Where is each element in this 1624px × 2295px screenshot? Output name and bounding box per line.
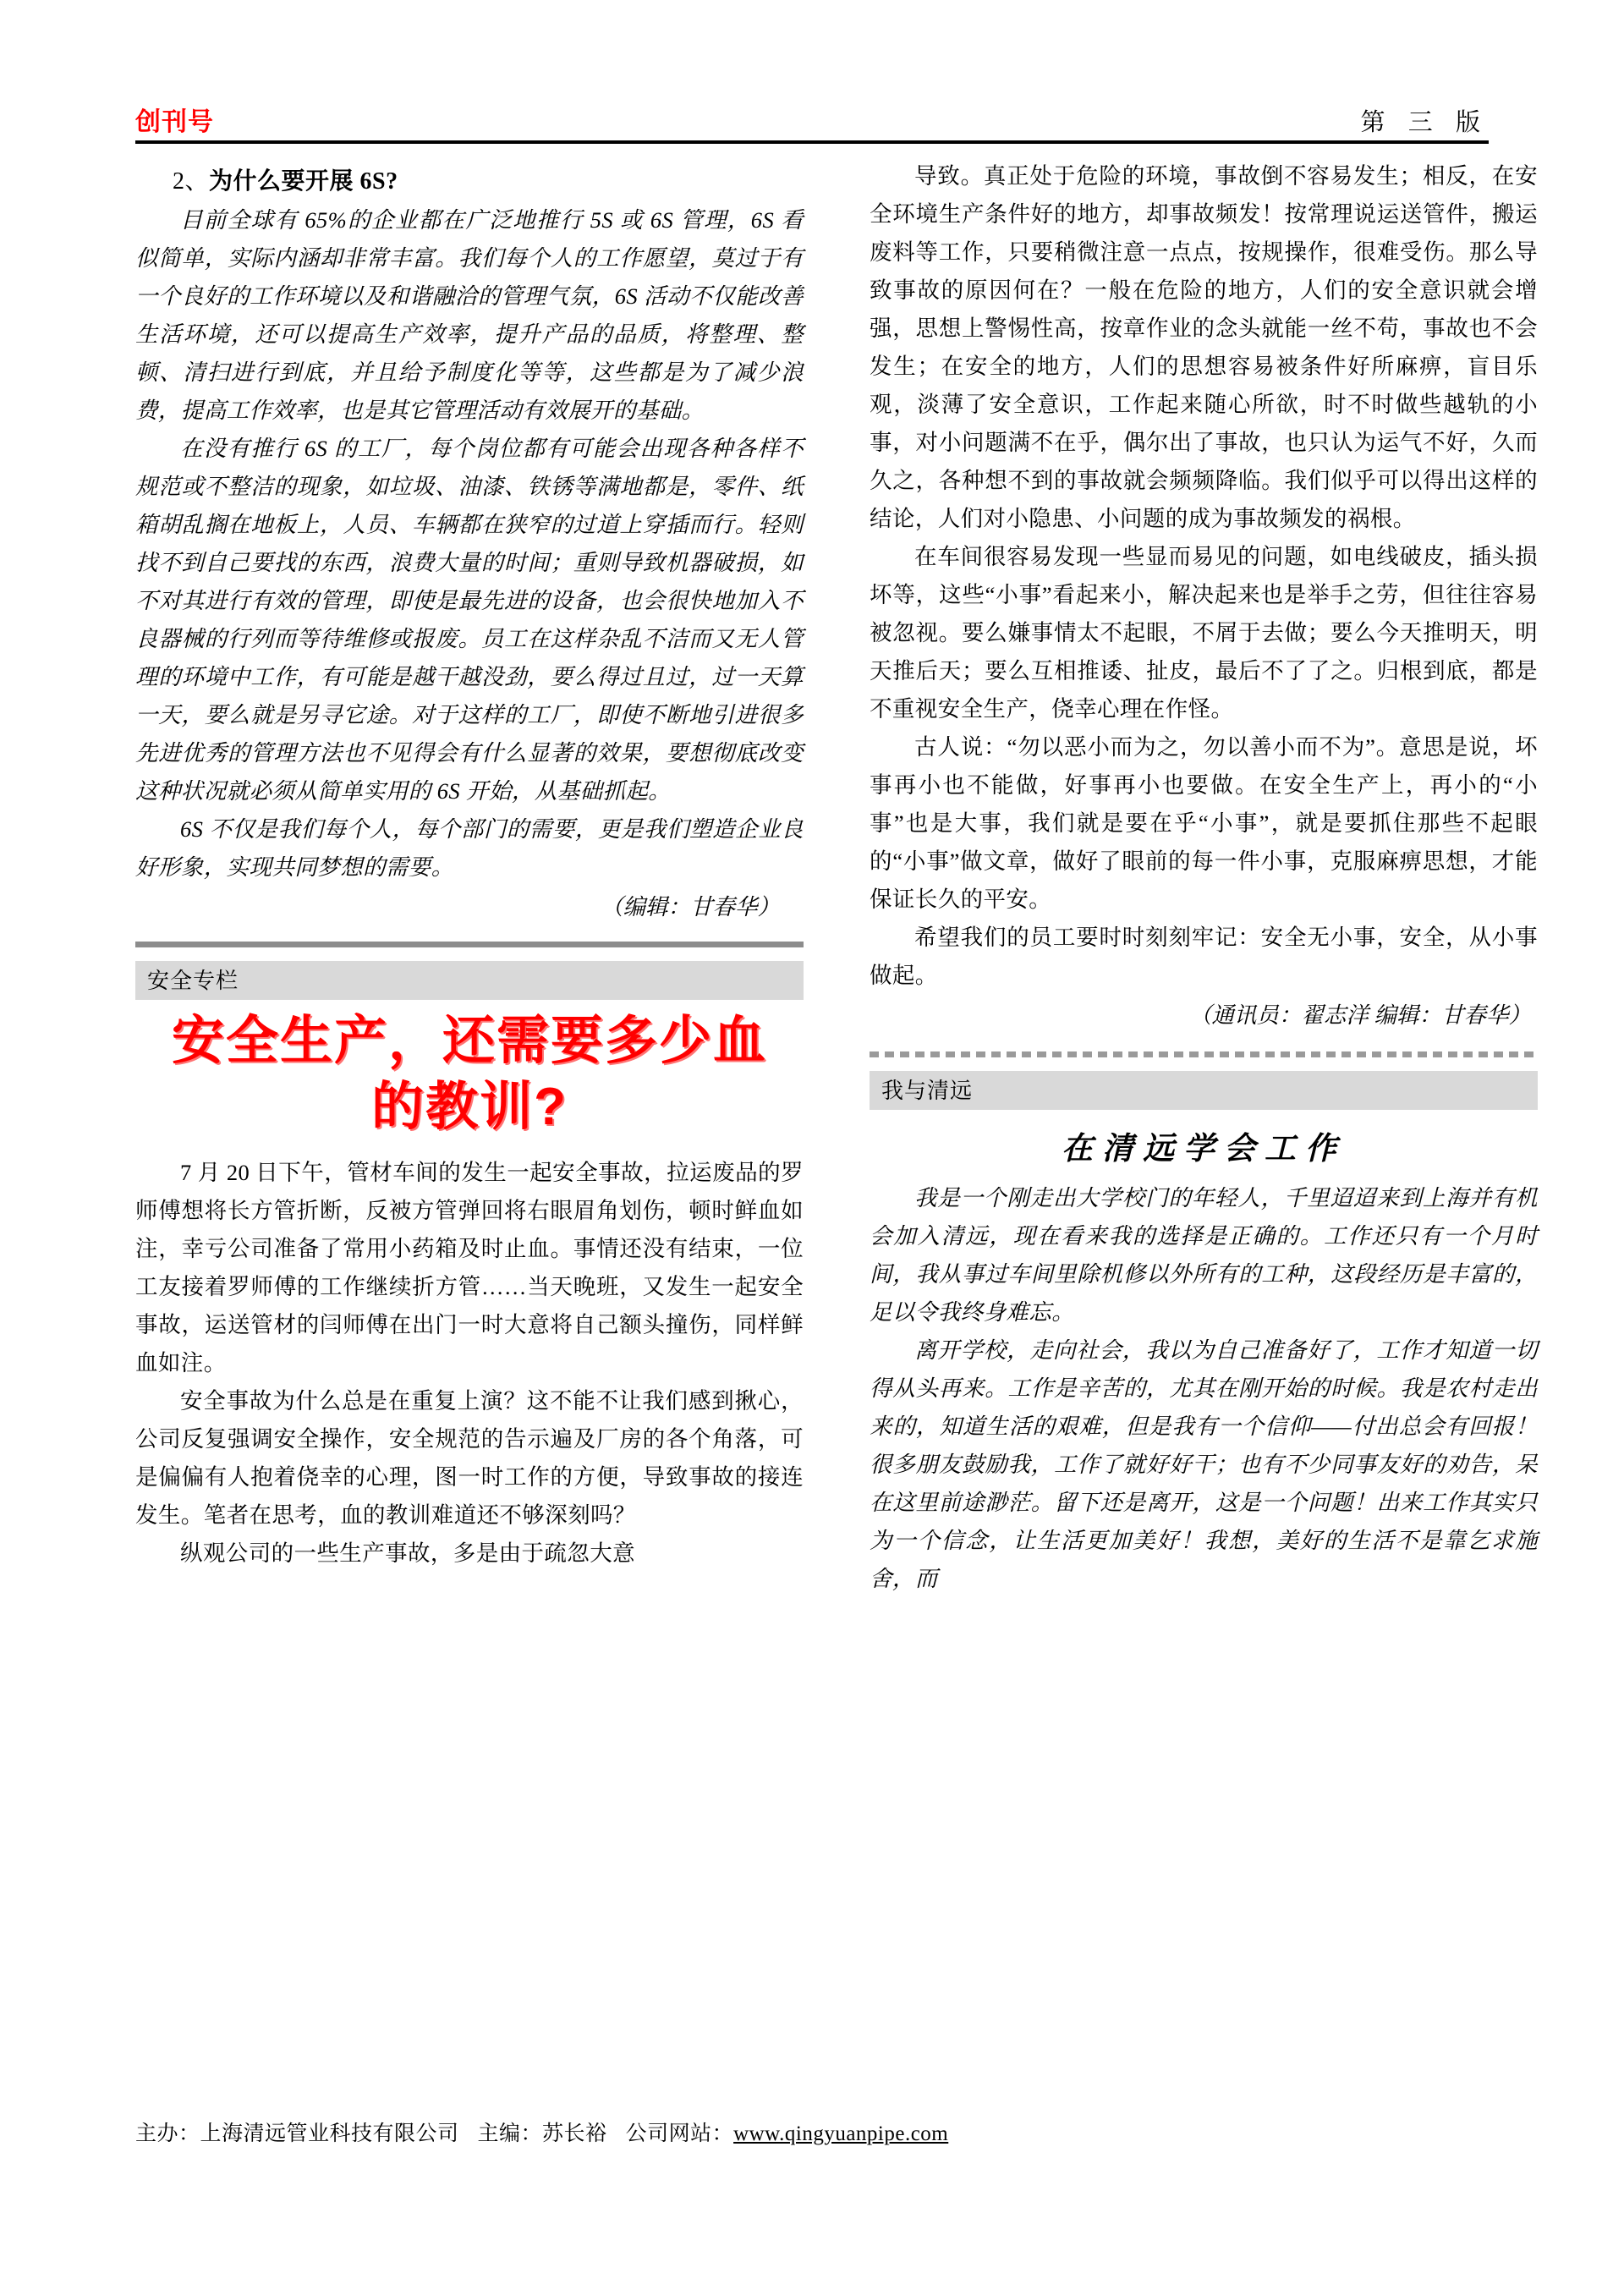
article-credit: （通讯员：翟志洋 编辑：甘春华）: [1188, 1002, 1531, 1028]
qingyuan-article-title: 在清远学会工作: [1062, 1132, 1346, 1167]
paragraph: 我是一个刚走出大学校门的年轻人，千里迢迢来到上海并有机会加入清远，现在看来我的选择是正确的。工作还只有一个月时间，我从事过车间里除机修以外所有的工种，这段经历是丰富的，足以令我终身难忘。: [870, 1185, 1538, 1325]
article-credit: （编辑：甘春华）: [601, 894, 780, 920]
section-heading-6s: [135, 162, 804, 196]
safety-article-title-line2: 的教训?: [371, 1078, 568, 1136]
section-heading-tail: 6S?: [354, 168, 398, 195]
paragraph: 目前全球有 65%的企业都在广泛地推行 5S 或 6S 管理，6S 看似简单，实际内涵却非常丰富。我们每个人的工作愿望，莫过于有一个良好的工作环境以及和谐融洽的管理气氛，6S 活动不仅能改善生活环境，还可以提高生产效率，提升产品的品质，将整理、整顿、清扫进行到底，并且给予制度化等等，这些都是为了减少浪费，提高工作效率，也是其它管理活动有效展开的基础。: [135, 207, 804, 423]
paragraph: 离开学校，走向社会，我以为自己准备好了，工作才知道一切得从头再来。工作是辛苦的，尤其在刚开始的时候。我是农村走出来的，知道生活的艰难，但是我有一个信仰——付出总会有回报！很多朋友鼓励我，工作了就好好干；也有不少同事友好的劝告，呆在这里前途渺茫。留下还是离开，这是一个问题！出来工作其实只为一个信念，让生活更加美好！我想，美好的生活不是靠乞求施舍，而: [870, 1337, 1538, 1591]
section-banner-safety: 安全专栏: [135, 961, 804, 1000]
right-column: [870, 157, 1538, 2075]
section-heading-number: 2、: [173, 168, 210, 195]
paragraph: 纵观公司的一些生产事故，多是由于疏忽大意: [180, 1540, 635, 1566]
safety-article-title: [135, 1008, 804, 1140]
footer-host-label: 主办：: [135, 2122, 200, 2145]
paragraph: 古人说：“勿以恶小而为之，勿以善小而不为”。意思是说，坏事再小也不能做，好事再小也要做。在安全生产上，再小的“小事”也是大事，我们就是要在乎“小事”，就是要抓住那些不起眼的“小事”做文章，做好了眼前的每一件小事，克服麻痹思想，才能保证长久的平安。: [870, 734, 1538, 912]
section-divider: [870, 1051, 1538, 1057]
footer-editor-label: 主编：: [477, 2122, 543, 2145]
issue-label: 创刊号: [135, 108, 214, 136]
page-number-label: 第 三 版: [1360, 109, 1489, 136]
safety-article-title-line1: 安全生产，还需要多少血: [171, 1012, 767, 1070]
footer-host-value: 上海清远管业科技有限公司: [200, 2122, 459, 2145]
paragraph: 安全事故为什么总是在重复上演？这不能不让我们感到揪心，公司反复强调安全操作，安全规范的告示遍及厂房的各个角落，可是偏偏有人抱着侥幸的心理，图一时工作的方便，导致事故的接连发生。笔者在思考，血的教训难道还不够深刻吗？: [135, 1388, 804, 1528]
paragraph: 希望我们的员工要时时刻刻牢记：安全无小事，安全，从小事做起。: [870, 925, 1538, 988]
footer-site-url[interactable]: www.qingyuanpipe.com: [733, 2122, 949, 2145]
masthead-divider: [135, 140, 1489, 144]
section-heading-main: 为什么要开展: [209, 167, 354, 194]
section-divider: [135, 942, 804, 947]
article-columns: [135, 157, 1538, 2075]
footer-editor-value: 苏长裕: [542, 2122, 607, 2145]
left-column: [135, 157, 804, 2075]
footer-site-label: 公司网站：: [625, 2122, 734, 2145]
paragraph: 7 月 20 日下午，管材车间的发生一起安全事故，拉运废品的罗师傅想将长方管折断，反被方管弹回将右眼眉角划伤，顿时鲜血如注，幸亏公司准备了常用小药箱及时止血。事情还没有结束，一位工友接着罗师傅的工作继续折方管……当天晚班，又发生一起安全事故，运送管材的闫师傅在出门一时大意将自己额头撞伤，同样鲜血如注。: [135, 1160, 804, 1375]
paragraph: 导致。真正处于危险的环境，事故倒不容易发生；相反，在安全环境生产条件好的地方，却事故频发！按常理说运送管件，搬运废料等工作，只要稍微注意一点点，按规操作，很难受伤。那么导致事故的原因何在？一般在危险的地方，人们的安全意识就会增强，思想上警惕性高，按章作业的念头就能一丝不苟，事故也不会发生；在安全的地方，人们的思想容易被条件好所麻痹，盲目乐观，淡薄了安全意识，工作起来随心所欲，时不时做些越轨的小事，对小问题满不在乎，偶尔出了事故，也只认为运气不好，久而久之，各种想不到的事故就会频频降临。我们似乎可以得出这样的结论，人们对小隐患、小问题的成为事故频发的祸根。: [870, 163, 1538, 531]
paragraph: 6S 不仅是我们每个人，每个部门的需要，更是我们塑造企业良好形象，实现共同梦想的需要。: [135, 816, 804, 880]
masthead: [135, 91, 1489, 135]
page-footer: [135, 2117, 1489, 2151]
paragraph: 在车间很容易发现一些显而易见的问题，如电线破皮，插头损坏等，这些“小事”看起来小，解决起来也是举手之劳，但往往容易被忽视。要么嫌事情太不起眼，不屑于去做；要么今天推明天，明天推后天；要么互相推诿、扯皮，最后不了了之。归根到底，都是不重视安全生产，侥幸心理在作怪。: [870, 544, 1538, 722]
paragraph: 在没有推行 6S 的工厂，每个岗位都有可能会出现各种各样不规范或不整洁的现象，如垃圾、油漆、铁锈等满地都是，零件、纸箱胡乱搁在地板上，人员、车辆都在狭窄的过道上穿插而行。轻则找不到自己要找的东西，浪费大量的时间；重则导致机器破损，如不对其进行有效的管理，即使是最先进的设备，也会很快地加入不良器械的行列而等待维修或报废。员工在这样杂乱不洁而又无人管理的环境中工作，有可能是越干越没劲，要么得过且过，过一天算一天，要么就是另寻它途。对于这样的工厂，即使不断地引进很多先进优秀的管理方法也不见得会有什么显著的效果，要想彻底改变这种状况就必须从简单实用的 6S 开始，从基础抓起。: [135, 436, 804, 804]
section-banner-qingyuan: 我与清远: [870, 1071, 1538, 1110]
